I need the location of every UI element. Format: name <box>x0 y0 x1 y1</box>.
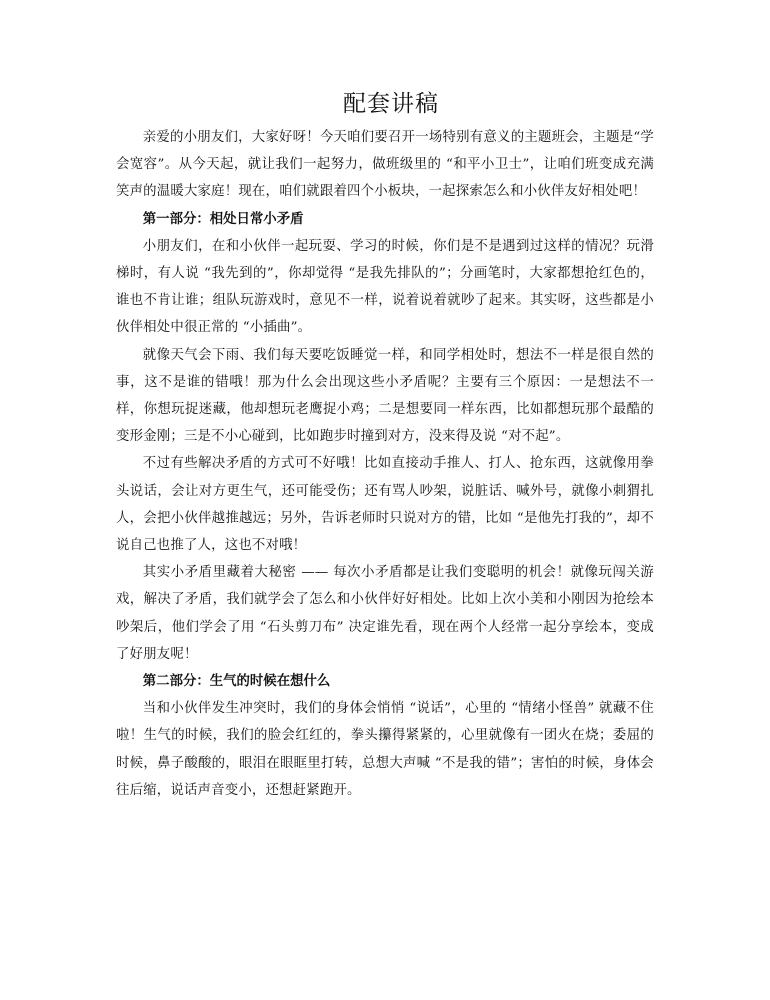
body-paragraph: 就像天气会下雨、我们每天要吃饭睡觉一样，和同学相处时，想法不一样是很自然的事，这不是谁的错哦！那为什么会出现这些小矛盾呢？主要有三个原因：一是想法不一样，你想玩捉迷藏，他却想玩老鹰捉小鸡；二是想要同一样东西，比如都想玩那个最酷的变形金刚；三是不小心碰到，比如跑步时撞到对方，没来得及说 “对不起”。 <box>116 347 654 445</box>
section-heading: 第二部分：生气的时候在想什么 <box>142 674 331 690</box>
section-heading: 第一部分：相处日常小矛盾 <box>142 211 304 227</box>
section-1 <box>116 206 654 668</box>
document-page <box>116 88 654 804</box>
body-paragraph: 不过有些解决矛盾的方式可不好哦！比如直接动手推人、打人、抢东西，这就像用拳头说话，会让对方更生气，还可能受伤；还有骂人吵架，说脏话、喊外号，就像小刺猬扎人，会把小伙伴越推越远；另外，告诉老师时只说对方的错，比如 “是他先打我的”，却不说自己也推了人，这也不对哦！ <box>116 456 654 554</box>
body-paragraph: 当和小伙伴发生冲突时，我们的身体会悄悄 “说话”，心里的 “情绪小怪兽” 就藏不住啦！生气的时候，我们的脸会红红的，拳头攥得紧紧的，心里就像有一团火在烧；委屈的时候，鼻子酸酸的，眼泪在眼眶里打转，总想大声喊 “不是我的错”；害怕的时候，身体会往后缩，说话声音变小，还想赶紧跑开。 <box>116 701 654 798</box>
body-paragraph: 其实小矛盾里藏着大秘密 —— 每次小矛盾都是让我们变聪明的机会！就像玩闯关游戏，解决了矛盾，我们就学会了怎么和小伙伴好好相处。比如上次小美和小刚因为抢绘本吵架后，他们学会了用 “石头剪刀布” 决定谁先看，现在两个人经常一起分享绘本，变成了好朋友呢！ <box>116 565 654 662</box>
body-paragraph: 小朋友们，在和小伙伴一起玩耍、学习的时候，你们是不是遇到过这样的情况？玩滑梯时，有人说 “我先到的”，你却觉得 “是我先排队的”；分画笔时，大家都想抢红色的，谁也不肯让谁；组队玩游戏时，意见不一样，说着说着就吵了起来。其实呀，这些都是小伙伴相处中很正常的 “小插曲”。 <box>116 238 654 336</box>
section-2 <box>116 668 654 804</box>
document-title: 配套讲稿 <box>343 91 439 117</box>
intro-paragraph: 亲爱的小朋友们，大家好呀！今天咱们要召开一场特别有意义的主题班会，主题是“学会宽容”。从今天起，就让我们一起努力，做班级里的 “和平小卫士”，让咱们班变成充满笑声的温暖大家庭！现在，咱们就跟着四个小板块，一起探索怎么和小伙伴友好相处吧！ <box>116 130 654 200</box>
